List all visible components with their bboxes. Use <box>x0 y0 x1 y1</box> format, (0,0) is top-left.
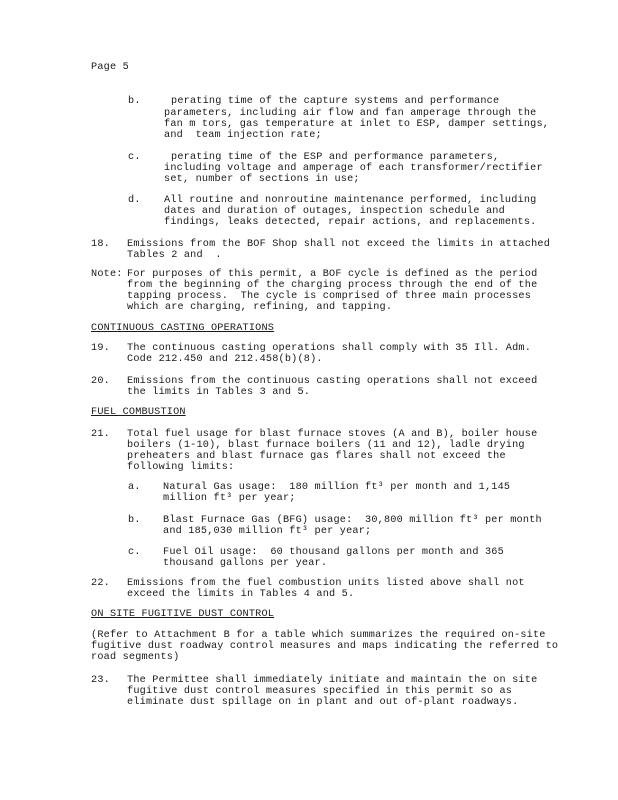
refer-line-3: road segments) <box>91 652 180 663</box>
note-line-1: For purposes of this permit, a BOF cycle is defined as the period <box>127 269 538 280</box>
para-21a-line-2: million ft³ per year; <box>163 493 296 504</box>
para-21-number: 21. <box>91 429 110 440</box>
item-b-line-3: fan m tors, gas temperature at inlet to ESP, damper settings, <box>164 119 550 130</box>
para-23-line-1: The Permittee shall immediately initiate and maintain the on site <box>127 675 538 686</box>
para-22-number: 22. <box>91 578 110 589</box>
para-18-line-1: Emissions from the BOF Shop shall not exceed the limits in attached <box>127 239 551 250</box>
heading-fuel-combustion: FUEL COMBUSTION <box>91 407 186 418</box>
note-line-4: which are charging, refining, and tapping. <box>127 302 393 313</box>
para-21a-letter: a. <box>128 482 141 493</box>
para-21-line-1: Total fuel usage for blast furnace stoves (A and B), boiler house <box>127 429 538 440</box>
para-21-line-4: following limits: <box>127 462 235 473</box>
para-20-line-2: the limits in Tables 3 and 5. <box>127 387 311 398</box>
item-b-line-1: perating time of the capture systems and performance <box>171 96 500 107</box>
item-b-letter: b. <box>128 96 141 107</box>
item-c-line-3: set, number of sections in use; <box>164 174 360 185</box>
para-21c-line-1: Fuel Oil usage: 60 thousand gallons per month and 365 <box>163 547 504 558</box>
heading-continuous-casting: CONTINUOUS CASTING OPERATIONS <box>91 323 275 334</box>
para-20-number: 20. <box>91 376 110 387</box>
para-22-line-1: Emissions from the fuel combustion units listed above shall not <box>127 578 525 589</box>
heading-fugitive-dust: ON SITE FUGITIVE DUST CONTROL <box>91 609 275 620</box>
item-c-letter: c. <box>128 152 141 163</box>
para-18-line-2: Tables 2 and . <box>127 250 222 261</box>
para-18-number: 18. <box>91 239 110 250</box>
item-d-line-1: All routine and nonroutine maintenance performed, including <box>164 195 537 206</box>
para-20-line-1: Emissions from the continuous casting operations shall not exceed <box>127 376 538 387</box>
note-line-3: tapping process. The cycle is comprised of three main processes <box>127 291 532 302</box>
para-21c-letter: c. <box>128 547 141 558</box>
note-label: Note: <box>91 269 123 280</box>
para-19-line-2: Code 212.450 and 212.458(b)(8). <box>127 354 323 365</box>
item-c-line-2: including voltage and amperage of each transformer/rectifier <box>164 163 543 174</box>
para-23-number: 23. <box>91 675 110 686</box>
para-23-line-2: fugitive dust control measures specified in this permit so as <box>127 686 513 697</box>
para-21-line-2: boilers (1-10), blast furnace boilers (11 and 12), ladle drying <box>127 440 525 451</box>
para-21b-line-2: and 185,030 million ft³ per year; <box>163 526 372 537</box>
para-19-number: 19. <box>91 343 110 354</box>
para-22-line-2: exceed the limits in Tables 4 and 5. <box>127 589 355 600</box>
para-21b-letter: b. <box>128 515 141 526</box>
refer-line-1: (Refer to Attachment B for a table which summarizes the required on-site <box>91 630 546 641</box>
page-label: Page 5 <box>91 62 129 73</box>
para-21b-line-1: Blast Furnace Gas (BFG) usage: 30,800 million ft³ per month <box>163 515 542 526</box>
para-19-line-1: The continuous casting operations shall comply with 35 Ill. Adm. <box>127 343 532 354</box>
item-b-line-2: parameters, including air flow and fan amperage through the <box>164 108 537 119</box>
note-line-2: from the beginning of the charging process through the end of the <box>127 280 538 291</box>
para-23-line-3: eliminate dust spillage on in plant and out of-plant roadways. <box>127 697 519 708</box>
item-c-line-1: perating time of the ESP and performance parameters, <box>171 152 500 163</box>
item-b-line-4: and team injection rate; <box>164 130 322 141</box>
para-21-line-3: preheaters and blast furnace gas flares shall not exceed the <box>127 451 506 462</box>
item-d-line-2: dates and duration of outages, inspection schedule and <box>164 206 505 217</box>
para-21a-line-1: Natural Gas usage: 180 million ft³ per month and 1,145 <box>163 482 511 493</box>
item-d-line-3: findings, leaks detected, repair actions, and replacements. <box>164 217 537 228</box>
item-d-letter: d. <box>128 195 141 206</box>
refer-line-2: fugitive dust roadway control measures and maps indicating the referred to <box>91 641 559 652</box>
para-21c-line-2: thousand gallons per year. <box>163 558 328 569</box>
